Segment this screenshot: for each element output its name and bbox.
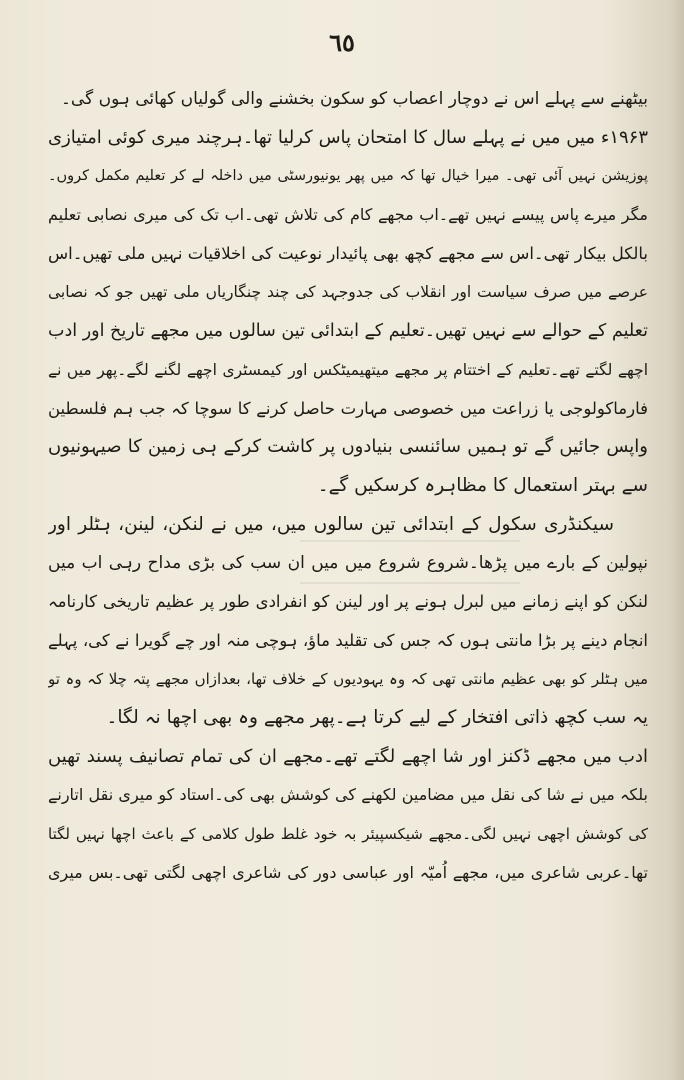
text-line: تھا۔عربی شاعری میں، مجھے اُمیّہ اور عباسی دور کی شاعری اچھی لگتی تھی۔بس میری: [48, 862, 648, 882]
text-line: سیکنڈری سکول کے ابتدائی تین سالوں میں، میں نے لنکن، لینن، ہٹلر اور: [48, 513, 614, 535]
text-line: لنکن کو اپنے زمانے میں لبرل ہونے پر اور لینن کو انفرادی طور پر عظیم تاریخی کارنامہ: [48, 591, 648, 611]
text-line: ادب میں مجھے ڈکنز اور شا اچھے لگتے تھے۔مجھے ان کی تمام تصانیف پسند تھیں: [48, 745, 648, 767]
text-line: میں ہٹلر کو بھی عظیم مانتی تھی کہ وہ یہودیوں کے خلاف تھا، بعدازاں مجھے پتہ چلا کہ وہ تو: [48, 670, 648, 689]
text-line: واپس جائیں گے تو ہمیں سائنسی بنیادوں پر کاشت کرکے ہی زمین کا صیہونیوں: [48, 436, 648, 458]
text-line: انجام دینے پر بڑا مانتی ہوں کہ جس کی تقلید ماؤ، ہوچی منہ اور چے گویرا نے کی، پہلے: [48, 630, 648, 650]
body-text: [48, 80, 648, 892]
text-line: بیٹھنے سے پہلے اس نے دوچار اعصاب کو سکون بخشنے والی گولیاں کھائی ہوں گی۔: [60, 89, 648, 109]
text-line: سے بہتر استعمال کا مظاہرہ کرسکیں گے۔: [317, 474, 648, 496]
text-line: اچھے لگتے تھے۔تعلیم کے اختتام پر مجھے میتھیمیٹکس اور کیمسٹری اچھے لگنے لگے۔پھر میں نے: [48, 360, 648, 379]
text-line: عرصے میں صرف سیاست اور انقلاب کی جدوجہد کی چند چنگاریاں ملی تھیں جو کہ نصابی: [48, 283, 648, 302]
text-line: فارماکولوجی یا زراعت میں خصوصی مہارت حاصل کرنے کا سوچا کہ جب ہم فلسطین: [48, 398, 648, 418]
text-line: ۱۹۶۳ء میں میں نے پہلے سال کا امتحان پاس کرلیا تھا۔ہرچند میری کوئی امتیازی: [48, 126, 648, 148]
text-line: نپولین کے بارے میں پڑھا۔شروع شروع میں میں ان سب کی بڑی مداح رہی اب میں: [48, 553, 648, 574]
text-line: تعلیم کے حوالے سے نہیں تھیں۔تعلیم کے ابتدائی تین سالوں میں مجھے تاریخ اور ادب: [48, 321, 648, 342]
page-number: ٦٥: [329, 28, 355, 57]
text-line: بلکہ میں نے شا کی نقل میں مضامین لکھنے کی کوشش بھی کی۔استاد کو میری نقل اتارنے: [48, 785, 648, 805]
text-line: کی کوشش اچھی نہیں لگی۔مجھے شیکسپیئر بہ خود غلط طول کلامی کے باعث اچھا نہیں لگتا: [48, 825, 648, 844]
text-line: یہ سب کچھ ذاتی افتخار کے لیے کرتا ہے۔پھر مجھے وہ بھی اچھا نہ لگا۔: [106, 707, 648, 728]
text-line: مگر میرے پاس پیسے نہیں تھے۔اب مجھے کام کی تلاش تھی۔اب تک کی میری نصابی تعلیم: [48, 205, 648, 225]
text-line: بالکل بیکار تھی۔اس سے مجھے کچھ بھی پائیدار نوعیت کی اخلاقیات نہیں ملی تھیں۔اس: [48, 243, 648, 263]
text-line: پوزیشن نہیں آئی تھی۔ میرا خیال تھا کہ میں پھر یونیورسٹی میں داخلہ لے کر تعلیم مکمل کروں۔: [48, 168, 648, 185]
